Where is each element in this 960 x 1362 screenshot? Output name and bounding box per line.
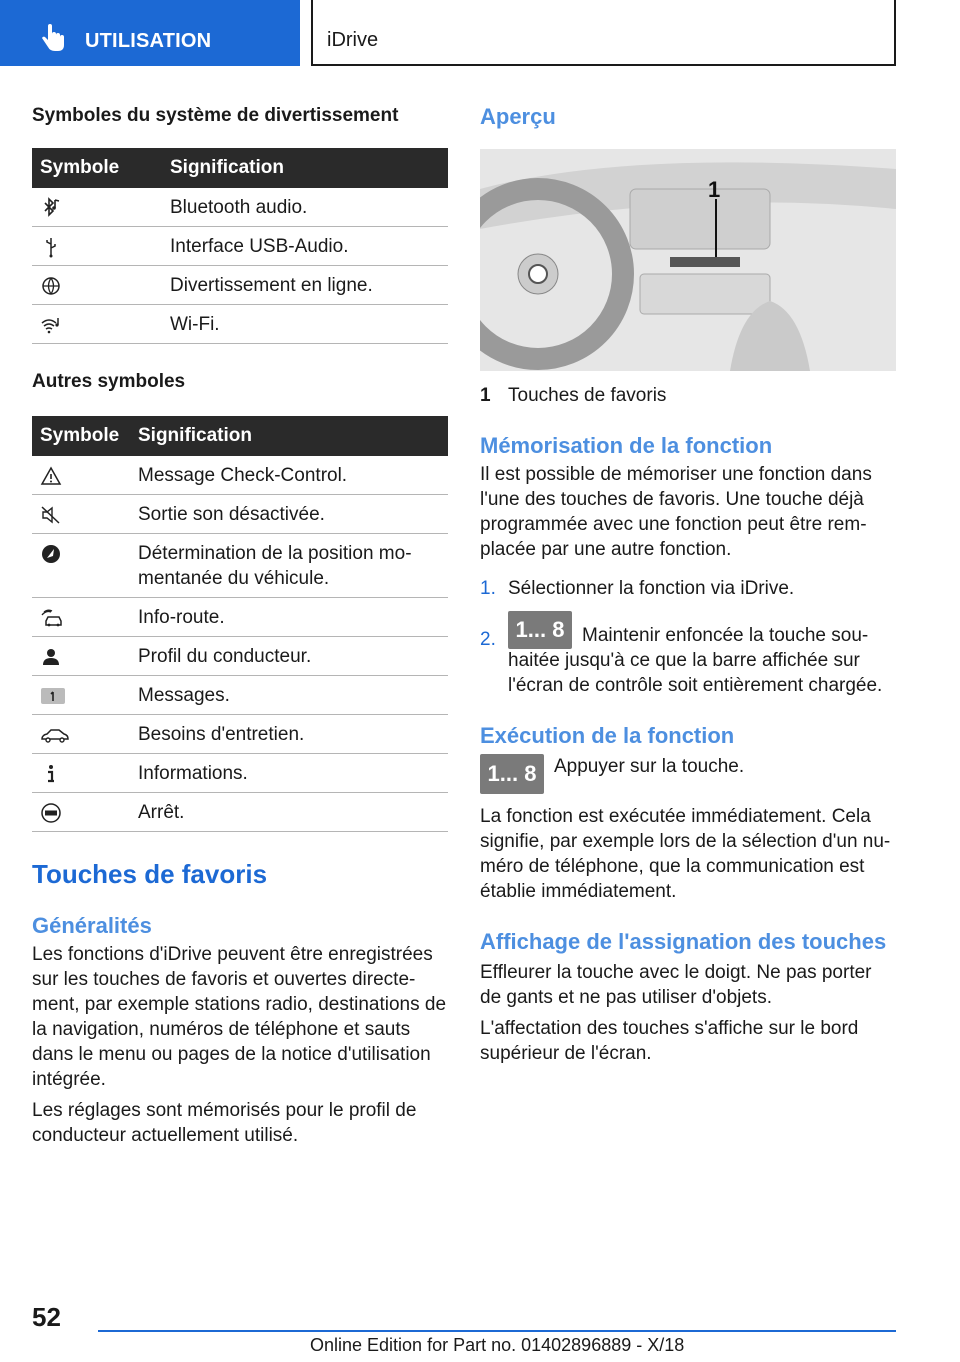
page-number: 52 [32, 1302, 61, 1332]
section-title: Touches de favoris [32, 859, 268, 889]
step-text: Sélectionner la fonction via iDrive. [508, 578, 795, 599]
step-text: Maintenir enfoncée la touche sou-haitée jusqu'à ce que la barre affichée sur l'écran de contrôle soit entièrement chargée. [508, 625, 883, 696]
footer-divider [98, 1330, 896, 1332]
table-row [32, 715, 448, 754]
table2-row-text: Détermination de la position mo-mentanée du véhicule. [130, 534, 448, 598]
steps-list [480, 576, 896, 698]
table-row [32, 598, 448, 637]
cockpit-photo [480, 149, 896, 371]
list-item [480, 576, 896, 601]
general-paragraph: Les fonctions d'iDrive peuvent être enregistrées sur les touches de favoris et ouvertes directe-ment, par exemple stations radio, destinations de la navigation, numéros de téléphone et sauts dans le menu ou pages de la notice d'utilisation intégrée. [32, 944, 447, 1090]
cockpit-illustration [480, 149, 896, 371]
table-row [32, 188, 448, 227]
table1-title: Symboles du système de divertissement [32, 105, 399, 126]
memo-title: Mémorisation de la fonction [480, 433, 773, 458]
warning-triangle-icon [40, 465, 62, 487]
bluetooth-audio-icon [40, 197, 62, 219]
assign-title: Affichage de l'assignation des touches [480, 929, 887, 954]
table1-row-text: Bluetooth audio. [162, 188, 448, 227]
info-icon [40, 763, 62, 785]
table2-row-text: Message Check-Control. [130, 456, 448, 495]
table2-row-text: Profil du conducteur. [130, 637, 448, 676]
exec-title: Exécution de la fonction [480, 723, 735, 748]
table2-row-text: Info-route. [130, 598, 448, 637]
topic-label: iDrive [327, 29, 379, 51]
assign-paragraph-2: L'affectation des touches s'affiche sur le bord supérieur de l'écran. [480, 1018, 859, 1064]
entertainment-symbols-table [32, 148, 448, 344]
callout-number: 1 [480, 385, 491, 406]
left-column [32, 100, 448, 1148]
section-label: UTILISATION [85, 30, 212, 52]
favorite-key-image: 1... 8 [480, 754, 544, 794]
table-row [32, 676, 448, 715]
wifi-icon [40, 314, 62, 336]
table-row [32, 754, 448, 793]
other-symbols-table [32, 416, 448, 832]
profile-paragraph: Les réglages sont mémorisés pour le profil de conducteur actuellement utilisé. [32, 1100, 417, 1146]
overview-title: Aperçu [480, 104, 556, 129]
exec-paragraph: La fonction est exécutée immédiatement. Cela signifie, par exemple lors de la sélection d'un nu-méro de téléphone, que la communication est établie immédiatement. [480, 806, 891, 902]
table-row [32, 637, 448, 676]
topic-box [311, 0, 896, 66]
subsection-title: Généralités [32, 913, 152, 938]
edition-text: Online Edition for Part no. 01402896889 - X/18 [310, 1335, 685, 1355]
callout-label: Touches de favoris [508, 385, 667, 406]
list-item [480, 611, 896, 698]
mute-icon [40, 504, 62, 526]
table-row [32, 495, 448, 534]
table2-title: Autres symboles [32, 371, 186, 392]
table2-row-text: Messages. [130, 676, 448, 715]
step-number: 1. [480, 578, 496, 599]
traffic-info-icon [40, 607, 66, 629]
position-icon [40, 543, 62, 565]
table-row [32, 534, 448, 598]
callout-legend [480, 383, 896, 408]
callout-marker: 1 [708, 177, 721, 202]
table1-row-text: Interface USB-Audio. [162, 227, 448, 266]
table-row [32, 456, 448, 495]
table2-row-text: Informations. [130, 754, 448, 793]
table1-row-text: Wi-Fi. [162, 305, 448, 344]
online-entertainment-icon [40, 275, 62, 297]
table2-row-text: Arrêt. [130, 793, 448, 832]
table1-row-text: Divertissement en ligne. [162, 266, 448, 305]
messages-icon [40, 685, 66, 707]
exec-key-row [480, 754, 896, 794]
car-service-icon [40, 724, 70, 746]
table-row [32, 227, 448, 266]
table2-row-text: Sortie son désactivée. [130, 495, 448, 534]
stop-icon [40, 802, 62, 824]
right-column [480, 100, 896, 1066]
table2-header-symbol: Symbole [32, 416, 130, 456]
table2-row-text: Besoins d'entretien. [130, 715, 448, 754]
section-tab [0, 0, 300, 66]
step-number: 2. [480, 629, 496, 650]
table-row [32, 266, 448, 305]
favorite-key-image: 1... 8 [508, 611, 572, 649]
table1-header-symbol: Symbole [32, 148, 162, 188]
hand-pointer-icon [40, 24, 66, 54]
exec-line: Appuyer sur la touche. [554, 756, 745, 777]
table-row [32, 793, 448, 832]
table-row [32, 305, 448, 344]
memo-paragraph: Il est possible de mémoriser une fonction dans l'une des touches de favoris. Une touche déjà programmée avec une fonction peut être rem-placée par une autre fonction. [480, 464, 872, 560]
table2-header-meaning: Signification [130, 416, 448, 456]
table1-header-meaning: Signification [162, 148, 448, 188]
driver-profile-icon [40, 646, 62, 668]
assign-paragraph-1: Effleurer la touche avec le doigt. Ne pas porter de gants et ne pas utiliser d'objets. [480, 962, 872, 1008]
usb-icon [40, 236, 62, 258]
